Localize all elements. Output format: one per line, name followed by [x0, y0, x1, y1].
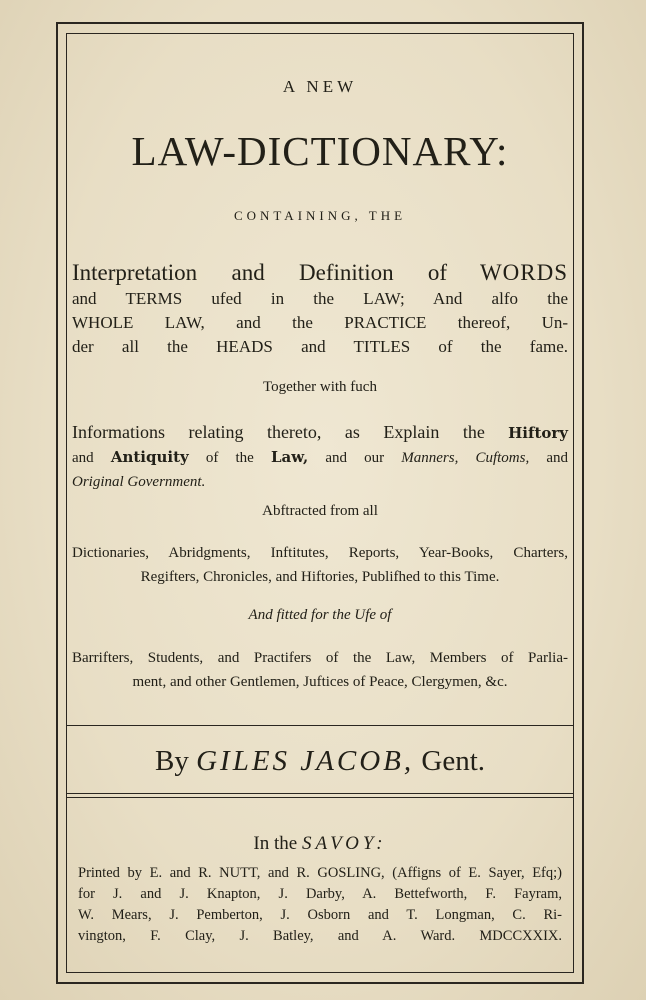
- subheading-containing: CONTAINING, THE: [233, 208, 407, 223]
- audience-block: [72, 646, 568, 694]
- imprint-place: In the SAVOY:: [253, 833, 387, 854]
- informations-block: [72, 420, 568, 494]
- informations-line-1: Informations relating thereto, as Explain the Hiftory: [72, 422, 569, 442]
- imprint-line-1: Printed by E. and R. NUTT, and R. GOSLING, (Affigns of E. Sayer, Efq;): [78, 865, 562, 881]
- author-name: GILES JACOB,: [196, 745, 415, 777]
- informations-line-3: Original Government.: [72, 474, 206, 490]
- rule-below-author-double: [66, 797, 574, 798]
- imprint-line-4: vington, F. Clay, J. Batley, and A. Ward. MDCCXXIX.: [78, 928, 562, 944]
- author-line: By GILES JACOB, Gent.: [155, 745, 485, 777]
- sources-line-1: Dictionaries, Abridgments, Inftitutes, Reports, Year-Books, Charters,: [72, 545, 568, 561]
- audience-line-1: Barrifters, Students, and Practifers of the Law, Members of Parlia-: [72, 650, 568, 666]
- sources-block: [72, 541, 568, 589]
- imprint-block: [78, 863, 562, 947]
- description-line-3: WHOLE LAW, and the PRACTICE thereof, Un-: [72, 313, 569, 332]
- main-title: LAW-DICTIONARY:: [131, 128, 509, 174]
- description-line-1: Interpretation and Definition of WORDS: [72, 260, 568, 285]
- description-block: [72, 261, 568, 359]
- rule-above-author: [66, 725, 574, 726]
- rule-below-author: [66, 793, 574, 794]
- audience-line-2: ment, and other Gentlemen, Juftices of Peace, Clergymen, &c.: [132, 674, 508, 690]
- fitted-line: And fitted for the Ufe of: [248, 607, 392, 623]
- imprint-line-3: W. Mears, J. Pemberton, J. Osborn and T. Longman, C. Ri-: [78, 907, 562, 923]
- imprint-line-2: for J. and J. Knapton, J. Darby, A. Bettefworth, F. Fayram,: [78, 886, 562, 902]
- informations-line-2: and Antiquity of the Law, and our Manners, Cuftoms, and: [72, 448, 569, 466]
- heading-a-new: A NEW: [282, 77, 358, 96]
- description-line-4: der all the HEADS and TITLES of the fame.: [72, 337, 569, 356]
- description-line-2: and TERMS ufed in the LAW; And alfo the: [72, 289, 568, 308]
- abstracted-line: Abftracted from all: [262, 503, 378, 519]
- sources-line-2: Regifters, Chronicles, and Hiftories, Publifhed to this Time.: [140, 569, 500, 585]
- together-line: Together with fuch: [263, 379, 377, 395]
